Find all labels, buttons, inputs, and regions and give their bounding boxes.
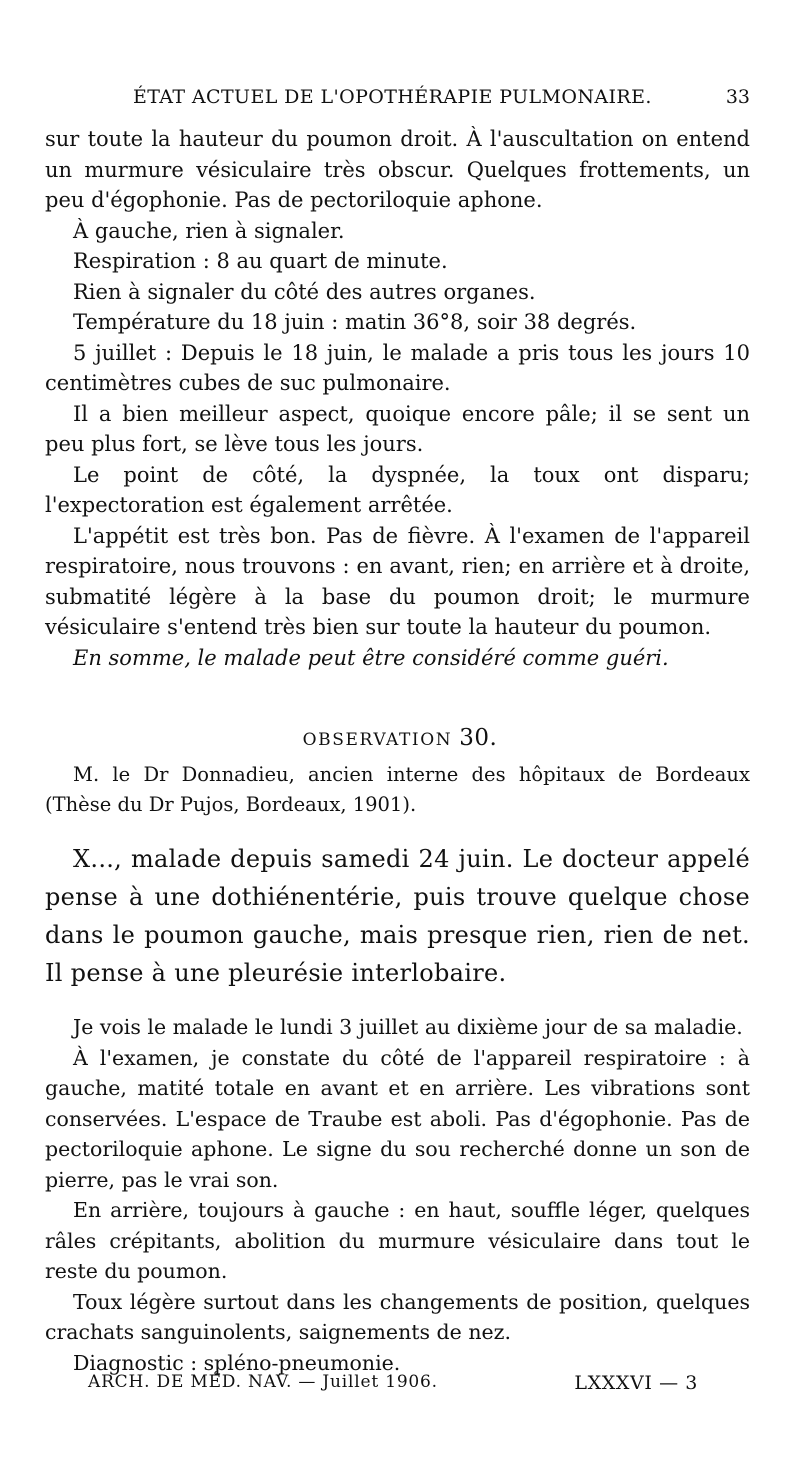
observation-heading (0, 725, 800, 751)
paragraph: Il a bien meilleur aspect, quoique encore pâle; il se sent un peu plus fort, se lève tous les jours. (45, 401, 750, 456)
observation-number: 30. (459, 725, 498, 751)
observation-label: OBSERVATION (302, 730, 453, 750)
paragraph: sur toute la hauteur du poumon droit. À l'auscultation on entend un murmure vésiculaire très obscur. Quelques frottements, un peu d'égophonie. Pas de pectoriloquie aphone. (45, 127, 750, 212)
case-summary-block (45, 840, 750, 992)
running-title: ÉTAT ACTUEL DE L'OPOTHÉRAPIE PULMONAIRE. (133, 86, 652, 108)
case-summary: X..., malade depuis samedi 24 juin. Le docteur appelé pense à une dothiénentérie, puis trouve quelque chose dans le poumon gauche, mais presque rien, rien de net. Il pense à une pleurésie interlobaire. (45, 845, 750, 987)
page-header (45, 86, 750, 116)
paragraph: Le point de côté, la dyspnée, la toux ont disparu; l'expectoration est également arrêtée. (45, 462, 750, 517)
attribution: M. le Dr Donnadieu, ancien interne des hôpitaux de Bordeaux (Thèse du Dr Pujos, Bordeaux, 1901). (45, 763, 750, 816)
case-continuation (45, 124, 750, 673)
paragraph: Toux légère surtout dans les changements de position, quelques crachats sanguinolents, saignements de nez. (45, 1289, 750, 1344)
paragraph: À gauche, rien à signaler. (73, 218, 345, 243)
paragraph: L'appétit est très bon. Pas de fièvre. À l'examen de l'appareil respiratoire, nous trouvons : en avant, rien; en arrière et à droite, submatité légère à la base du poumon droit; le murmure vésiculaire s'entend très bien sur toute la hauteur du poumon. (45, 523, 750, 639)
diagnosis: Diagnostic : spléno-pneumonie. (73, 1350, 401, 1375)
paragraph: 5 juillet : Depuis le 18 juin, le malade a pris tous les jours 10 centimètres cubes de suc pulmonaire. (45, 340, 750, 395)
attribution-block (45, 760, 750, 820)
examination-block (45, 1012, 750, 1378)
page-number: 33 (725, 86, 750, 108)
paragraph: À l'examen, je constate du côté de l'appareil respiratoire : à gauche, matité totale en avant et en arrière. Les vibrations sont conservées. L'espace de Traube est aboli. Pas d'égophonie. Pas de pectoriloquie aphone. Le signe du sou recherché donne un son de pierre, pas le vrai son. (45, 1045, 750, 1192)
paragraph: En arrière, toujours à gauche : en haut, souffle léger, quelques râles crépitants, abolition du murmure vésiculaire dans tout le reste du poumon. (45, 1198, 750, 1283)
volume-signature: LXXXVI — 3 (574, 1372, 698, 1394)
paragraph: Respiration : 8 au quart de minute. (73, 249, 448, 273)
conclusion-paragraph: En somme, le malade peut être considéré comme guéri. (73, 645, 669, 670)
journal-reference: ARCH. DE MÉD. NAV. — Juillet 1906. (88, 1372, 438, 1392)
paragraph: Température du 18 juin : matin 36°8, soir 38 degrés. (73, 310, 637, 334)
paragraph: Je vois le malade le lundi 3 juillet au dixième jour de sa maladie. (73, 1015, 743, 1039)
page-footer (88, 1372, 698, 1400)
paragraph: Rien à signaler du côté des autres organes. (73, 279, 536, 304)
